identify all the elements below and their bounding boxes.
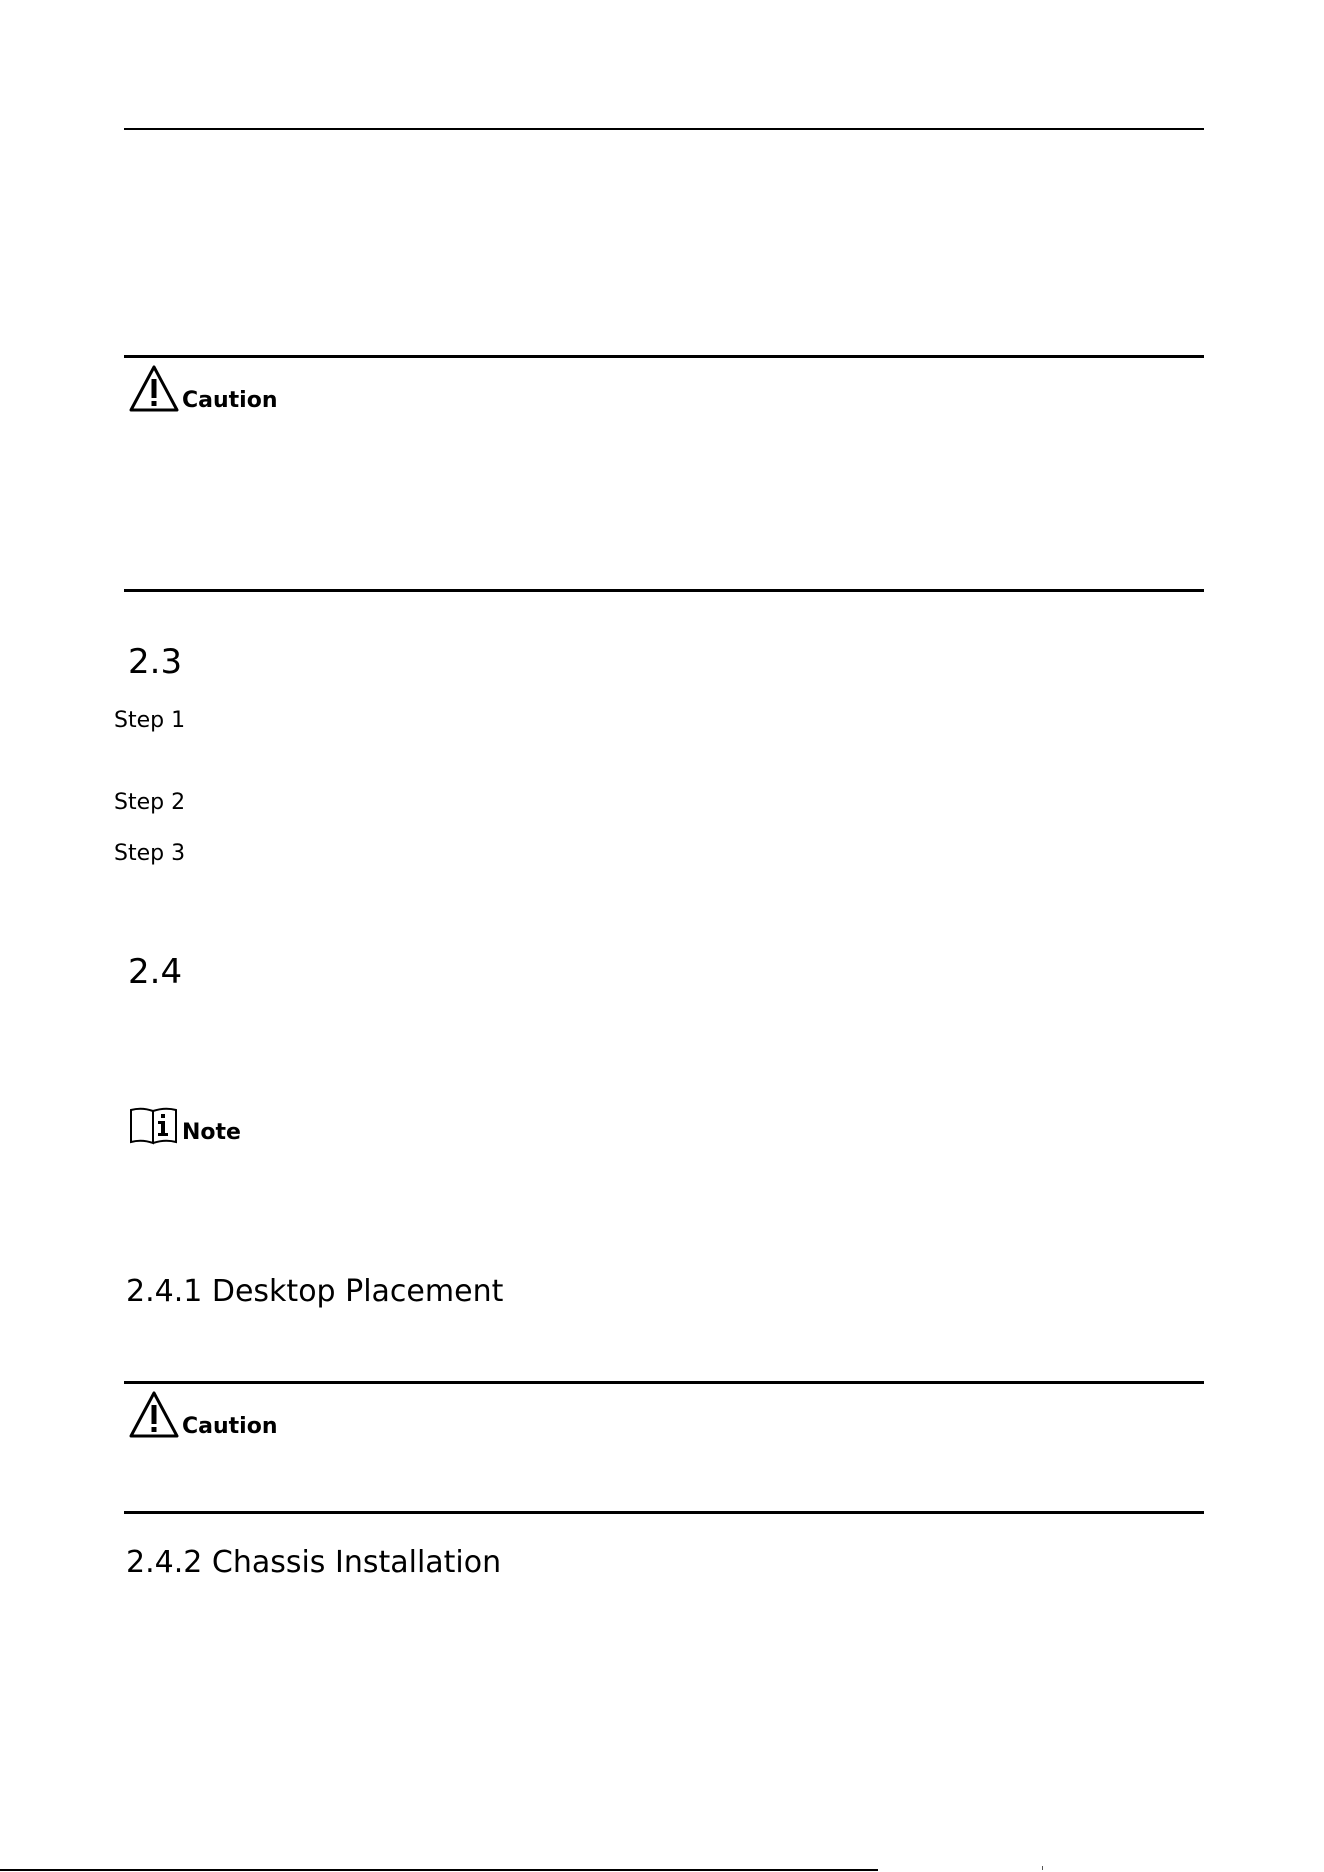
footer-rule [0, 1869, 878, 1871]
info-book-icon [128, 1106, 180, 1146]
caution-callout [128, 364, 278, 414]
header-rule [124, 128, 1204, 130]
caution-top-rule [124, 355, 1204, 358]
step-1-label: Step 1 [114, 708, 186, 733]
subsection-title-2-4-1: 2.4.1 Desktop Placement [126, 1274, 504, 1309]
section-number-2-3: 2.3 [128, 642, 183, 682]
caution-bottom-rule [124, 589, 1204, 592]
caution-2-top-rule [124, 1381, 1204, 1384]
subsection-title-2-4-2: 2.4.2 Chassis Installation [126, 1545, 502, 1580]
note-label: Note [182, 1120, 241, 1145]
warning-triangle-icon [128, 1390, 180, 1440]
step-3-label: Step 3 [114, 841, 186, 866]
caution-label: Caution [182, 388, 278, 413]
caution-callout-2 [128, 1390, 278, 1440]
caution-label-2: Caution [182, 1414, 278, 1439]
caution-2-bottom-rule [124, 1511, 1204, 1514]
section-number-2-4: 2.4 [128, 952, 183, 992]
footer-mark [1042, 1866, 1043, 1870]
warning-triangle-icon [128, 364, 180, 414]
note-callout [128, 1106, 241, 1146]
step-2-label: Step 2 [114, 790, 186, 815]
